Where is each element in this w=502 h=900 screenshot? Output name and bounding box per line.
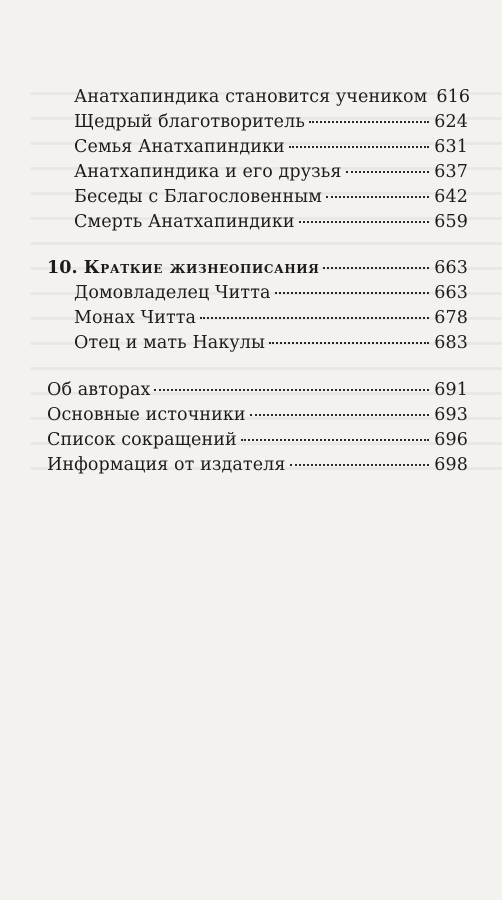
toc-entry[interactable] xyxy=(74,281,468,305)
toc-entry-title: Отец и мать Накулы xyxy=(74,333,266,353)
chapter-number: 10. xyxy=(47,258,78,278)
toc-entry[interactable] xyxy=(47,378,468,402)
toc-entry-title: Монах Читта xyxy=(74,308,197,328)
dot-leader xyxy=(309,120,429,123)
toc-entry[interactable] xyxy=(74,85,471,109)
dot-leader xyxy=(323,266,429,269)
toc-chapter-heading[interactable] xyxy=(47,256,468,280)
toc-entry-page: 663 xyxy=(434,258,468,278)
toc-entry-page: 696 xyxy=(434,430,468,450)
dot-leader xyxy=(326,195,429,198)
dot-leader xyxy=(275,291,430,294)
toc-entry[interactable] xyxy=(74,331,468,355)
toc-entry-title: Об авторах xyxy=(47,380,151,400)
toc-entry-page: 693 xyxy=(434,405,468,425)
toc-entry[interactable] xyxy=(74,110,468,134)
toc-entry-title: Анатхапиндика становится учеником xyxy=(74,87,428,107)
toc-entry-page: 642 xyxy=(434,187,468,207)
toc-entry-page: 691 xyxy=(434,380,468,400)
dot-leader xyxy=(299,220,430,223)
toc-entry-title: Смерть Анатхапиндики xyxy=(74,212,295,232)
dot-leader xyxy=(346,170,430,173)
toc-entry-title: Список сокращений xyxy=(47,430,237,450)
toc-entry-title: Семья Анатхапиндики xyxy=(74,137,285,157)
toc-entry-title: Информация от издателя xyxy=(47,455,286,475)
toc-entry[interactable] xyxy=(74,210,468,234)
dot-leader xyxy=(154,388,429,391)
dot-leader xyxy=(241,438,430,441)
chapter-title: Краткие жизнеописания xyxy=(83,258,320,278)
toc-entry[interactable] xyxy=(74,160,468,184)
toc-entry-page: 631 xyxy=(434,137,468,157)
toc-entry[interactable] xyxy=(74,185,468,209)
toc-entry[interactable] xyxy=(47,428,468,452)
toc-entry-page: 683 xyxy=(434,333,468,353)
toc-entry-page: 616 xyxy=(436,87,471,107)
toc-entry[interactable] xyxy=(74,306,468,330)
dot-leader xyxy=(289,145,430,148)
dot-leader xyxy=(290,463,430,466)
toc-entry-page: 637 xyxy=(434,162,468,182)
toc-entry-page: 678 xyxy=(434,308,468,328)
dot-leader xyxy=(250,413,430,416)
toc-entry-page: 624 xyxy=(434,112,468,132)
toc-entry-page: 659 xyxy=(434,212,468,232)
dot-leader xyxy=(200,316,429,319)
toc-entry-page: 698 xyxy=(434,455,468,475)
toc-entry-title: Щедрый благотворитель xyxy=(74,112,305,132)
toc-entry[interactable] xyxy=(47,453,468,477)
toc-entry-title: Основные источники xyxy=(47,405,246,425)
toc-entry-title: Анатхапиндика и его друзья xyxy=(74,162,342,182)
dot-leader xyxy=(269,341,429,344)
toc-entry[interactable] xyxy=(74,135,468,159)
toc-entry-page: 663 xyxy=(434,283,468,303)
toc-entry-title: Беседы с Благословенным xyxy=(74,187,322,207)
toc-entry[interactable] xyxy=(47,403,468,427)
toc-entry-title: Домовладелец Читта xyxy=(74,283,271,303)
